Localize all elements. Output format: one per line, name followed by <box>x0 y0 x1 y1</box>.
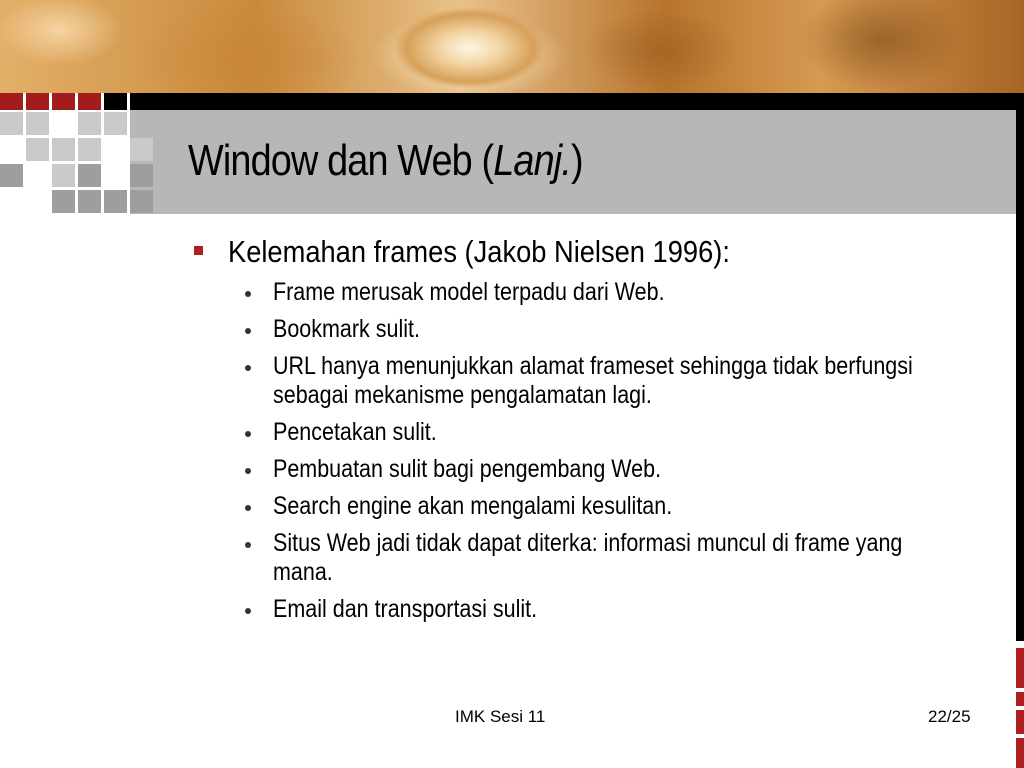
checker-square <box>52 190 75 213</box>
checker-square <box>104 93 127 110</box>
dot-bullet-icon <box>245 542 251 548</box>
dot-bullet-icon <box>245 608 251 614</box>
dot-bullet-icon <box>245 365 251 371</box>
bullet-heading-text: Kelemahan frames (Jakob Nielsen 1996): <box>228 234 730 269</box>
list-item <box>190 529 990 587</box>
list-item <box>190 278 990 307</box>
checker-square <box>52 164 75 187</box>
list-item-text: Email dan transportasi sulit. <box>273 595 538 623</box>
dot-bullet-icon <box>245 505 251 511</box>
list-item-text: Search engine akan mengalami kesulitan. <box>273 492 673 520</box>
list-item <box>190 352 990 410</box>
checker-square <box>104 112 127 135</box>
dot-bullet-icon <box>245 291 251 297</box>
checker-square <box>104 190 127 213</box>
list-item-text: URL hanya menunjukkan alamat frameset sehingga tidak berfungsi sebagai mekanisme pengalamatan lagi. <box>273 352 913 409</box>
edge-block <box>1016 738 1024 768</box>
list-item <box>190 455 990 484</box>
checker-square <box>78 112 101 135</box>
list-item-text: Bookmark sulit. <box>273 315 420 343</box>
slide-content <box>190 232 990 632</box>
checker-square <box>52 93 75 110</box>
checker-square <box>52 138 75 161</box>
footer-course: IMK Sesi 11 <box>455 707 546 726</box>
bullet-heading <box>190 232 990 272</box>
sub-bullet-list <box>190 278 990 624</box>
cd-disc-image <box>395 8 545 88</box>
frame-right-bar <box>1016 93 1024 641</box>
header-photo <box>0 0 1024 93</box>
checker-square <box>78 138 101 161</box>
footer-page-number: 22/25 <box>928 707 971 726</box>
list-item <box>190 315 990 344</box>
list-item-text: Situs Web jadi tidak dapat diterka: informasi muncul di frame yang mana. <box>273 529 903 586</box>
list-item <box>190 492 990 521</box>
edge-block <box>1016 710 1024 734</box>
dot-bullet-icon <box>245 328 251 334</box>
checker-square <box>78 93 101 110</box>
title-italic: Lanj. <box>493 136 571 185</box>
frame-top-bar <box>130 93 1024 110</box>
slide-title <box>188 136 583 186</box>
title-end: ) <box>570 136 583 185</box>
list-item-text: Pencetakan sulit. <box>273 418 437 446</box>
list-item-text: Frame merusak model terpadu dari Web. <box>273 278 665 306</box>
checker-square <box>0 93 23 110</box>
dot-bullet-icon <box>245 468 251 474</box>
edge-block <box>1016 648 1024 688</box>
checker-square <box>130 190 153 213</box>
checker-square <box>130 164 153 187</box>
dot-bullet-icon <box>245 431 251 437</box>
checker-square <box>26 138 49 161</box>
square-bullet-icon <box>194 246 203 255</box>
list-item <box>190 595 990 624</box>
checker-square <box>78 190 101 213</box>
list-item <box>190 418 990 447</box>
checker-square <box>130 138 153 161</box>
checker-square <box>78 164 101 187</box>
title-main: Window dan Web ( <box>188 136 494 185</box>
checker-square <box>0 164 23 187</box>
checker-square <box>26 93 49 110</box>
checker-square <box>26 112 49 135</box>
checker-square <box>0 112 23 135</box>
edge-block <box>1016 692 1024 706</box>
list-item-text: Pembuatan sulit bagi pengembang Web. <box>273 455 662 483</box>
